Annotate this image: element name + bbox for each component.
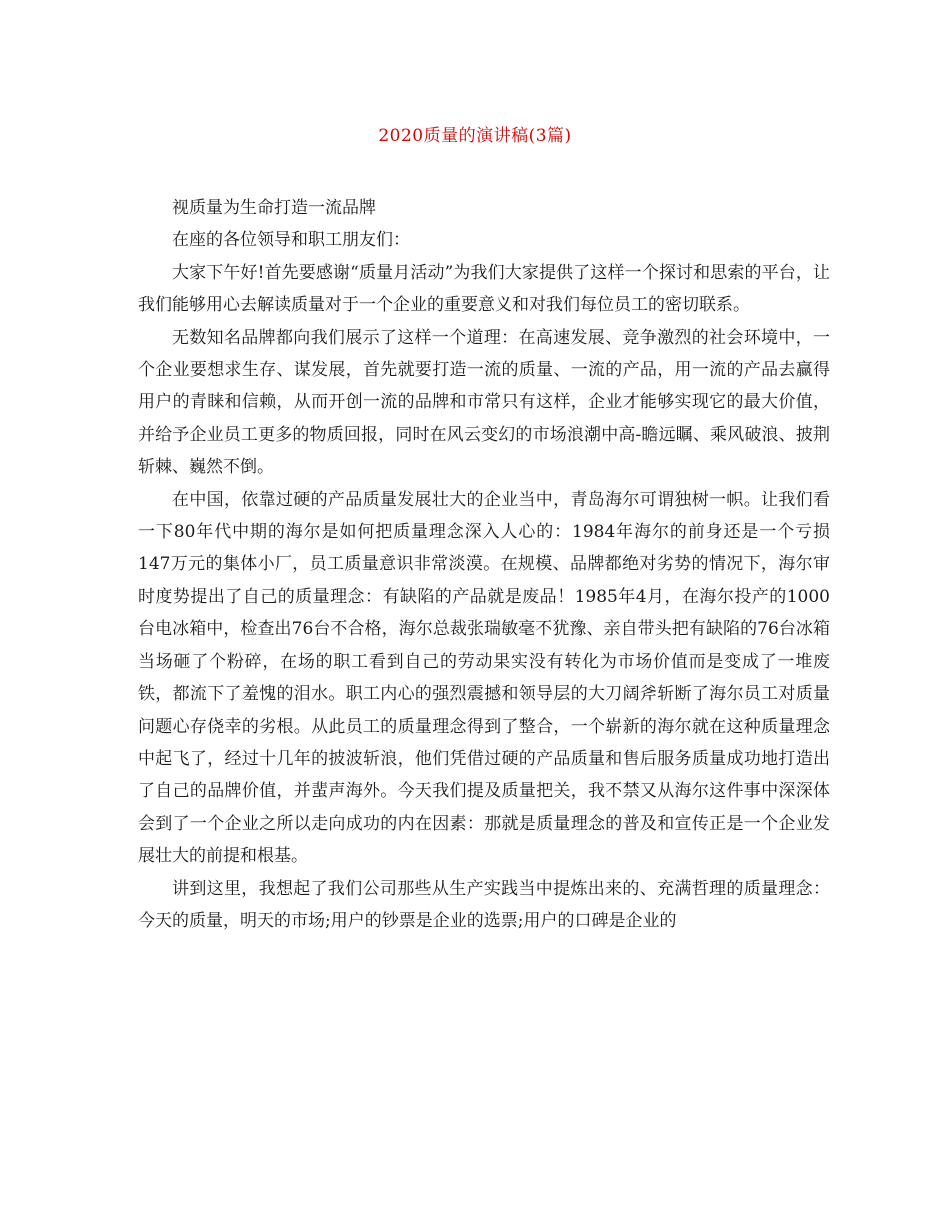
paragraph-heading: 视质量为生命打造一流品牌 [172, 198, 376, 218]
document-title: 2020质量的演讲稿(3篇) [378, 126, 572, 146]
paragraph-quality-philosophy: 讲到这里，我想起了我们公司那些从生产实践当中提炼出来的、充满哲理的质量理念：今天的质量，明天的市场;用户的钞票是企业的选票;用户的口碑是企业的 [138, 878, 830, 931]
paragraph-brands: 无数知名品牌都向我们展示了这样一个道理：在高速发展、竞争激烈的社会环境中，一个企业要想求生存、谋发展，首先就要打造一流的质量、一流的产品，用一流的产品去赢得用户的青睐和信赖，从而开创一流的品牌和市常只有这样，企业才能够实现它的最大价值，并给予企业员工更多的物质回报，同时在风云变幻的市场浪潮中高-瞻远瞩、乘风破浪、披荆斩棘、巍然不倒。 [138, 327, 830, 478]
paragraph-haier: 在中国，依靠过硬的产品质量发展壮大的企业当中，青岛海尔可谓独树一帜。让我们看一下80年代中期的海尔是如何把质量理念深入人心的：1984年海尔的前身还是一个亏损147万元的集体小厂，员工质量意识非常淡漠。在规模、品牌都绝对劣势的情况下，海尔审时度势提出了自己的质量理念：有缺陷的产品就是废品！1985年4月，在海尔投产的1000台电冰箱中，检查出76台不合格，海尔总裁张瑞敏毫不犹豫、亲自带头把有缺陷的76台冰箱当场砸了个粉碎，在场的职工看到自己的劳动果实没有转化为市场价值而是变成了一堆废铁，都流下了羞愧的泪水。职工内心的强烈震撼和领导层的大刀阔斧斩断了海尔员工对质量问题心存侥幸的劣根。从此员工的质量理念得到了整合，一个崭新的海尔就在这种质量理念中起飞了，经过十几年的披波斩浪，他们凭借过硬的产品质量和售后服务质量成功地打造出了自己的品牌价值，并蜚声海外。今天我们提及质量把关，我不禁又从海尔这件事中深深体会到了一个企业之所以走向成功的内在因素：那就是质量理念的普及和宣传正是一个企业发展壮大的前提和根基。 [138, 489, 830, 867]
paragraph-salutation: 在座的各位领导和职工朋友们： [172, 230, 410, 251]
paragraph-greeting: 大家下午好!首先要感谢“质量月活动”为我们大家提供了这样一个探讨和思索的平台，让我们能够用心去解读质量对于一个企业的重要意义和对我们每位员工的密切联系。 [138, 262, 830, 316]
document-body [138, 192, 830, 937]
